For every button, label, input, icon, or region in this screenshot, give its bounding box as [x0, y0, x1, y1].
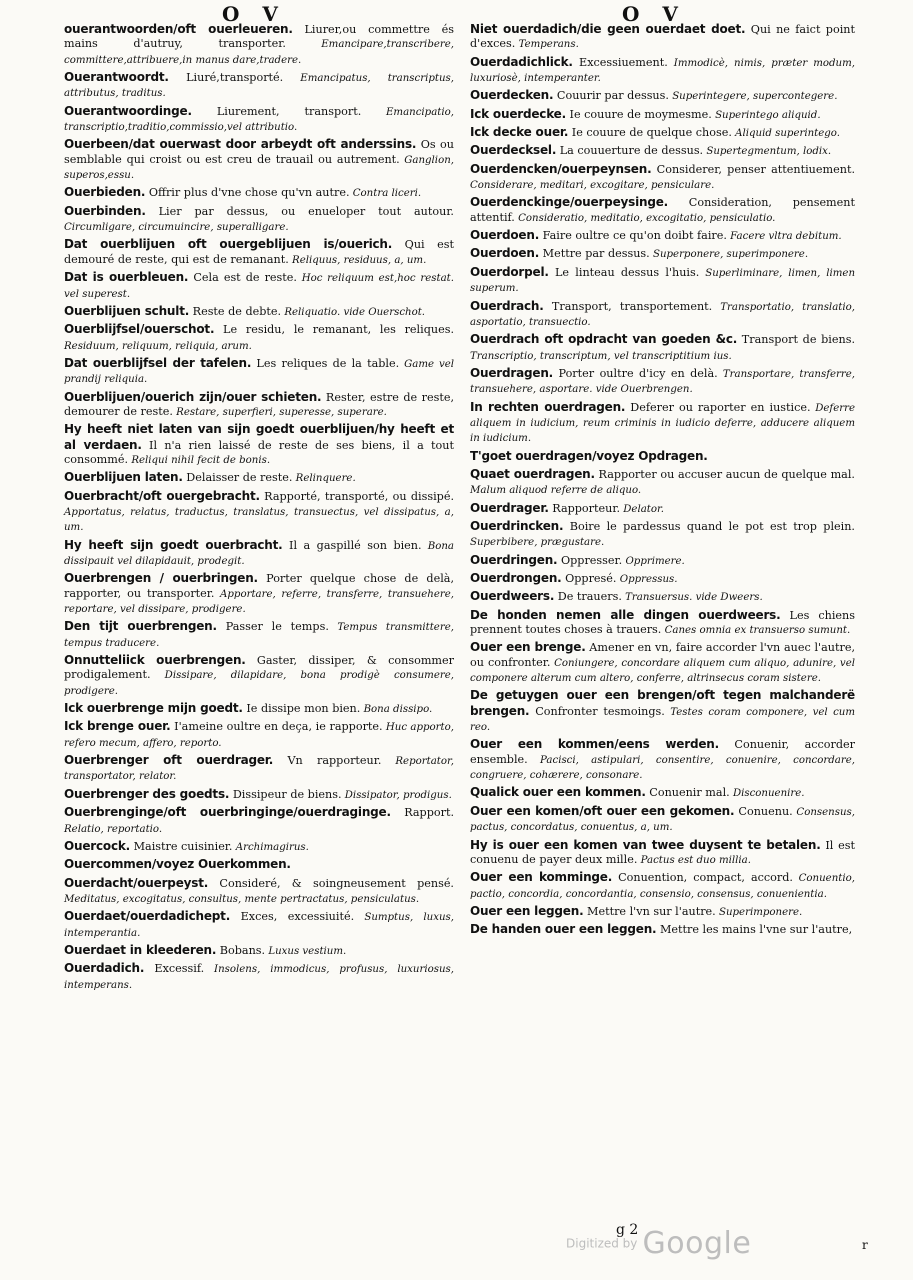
dictionary-entry: [470, 571, 855, 587]
entry-french: Excessif.: [144, 962, 205, 976]
entry-french: Il est conuenu de payer deux mille.: [470, 838, 855, 866]
entry-latin: Supertegmentum, lodix.: [703, 146, 832, 158]
entry-french: Excessiuement.: [572, 55, 668, 69]
dictionary-entry: [64, 787, 454, 803]
dictionary-entry: [64, 961, 454, 993]
entry-french: Transport de biens.: [737, 333, 855, 347]
dictionary-entry: [64, 270, 454, 302]
dictionary-entry: [470, 55, 855, 87]
entry-french: Rapport.: [390, 806, 454, 820]
entry-french: Mettre l'vn sur l'autre.: [583, 904, 716, 918]
entry-headword: Ouerdweers.: [470, 589, 555, 604]
dictionary-entry: [470, 88, 855, 104]
entry-french: Exces, excessiuité.: [230, 910, 355, 924]
entry-headword: Hy is ouer een komen van twee duysent te betalen.: [470, 837, 821, 852]
dictionary-entry: [64, 571, 454, 617]
entry-latin: Consideratio, meditatio, excogitatio, pensiculatio.: [514, 212, 776, 224]
entry-latin: Temperans.: [515, 39, 579, 51]
entry-latin: Meditatus, excogitatus, consultus, mente pertractatus, pensiculatus.: [64, 893, 420, 905]
entry-french: Il a gaspillé son bien.: [282, 538, 422, 552]
dictionary-entry: [64, 943, 454, 959]
entry-french: Liurement, transport.: [191, 104, 362, 118]
entry-headword: Ouerantwoordinge.: [64, 103, 192, 118]
entry-latin: Archimagirus.: [232, 841, 309, 853]
entry-french: Couurir par dessus.: [553, 89, 669, 103]
entry-latin: Bona dissipauit vel dilapidauit, prodegit.: [64, 540, 455, 567]
dictionary-entry: [64, 701, 454, 717]
entry-french: De trauers.: [554, 590, 622, 604]
entry-headword: Ouer een leggen.: [470, 903, 584, 918]
dictionary-entry: [470, 299, 855, 331]
entry-latin: Emancipatus, transcriptus, attributus, traditus.: [64, 73, 454, 100]
entry-headword: Qualick ouer een kommen.: [470, 785, 646, 800]
entry-headword: Ouer een kommen/eens werden.: [470, 737, 719, 752]
entry-french: Liuré,transporté.: [168, 71, 284, 85]
dictionary-entry: [64, 470, 454, 486]
signature-mark: g 2: [616, 1222, 639, 1238]
entry-headword: Ick ouerbrenge mijn goedt.: [64, 701, 243, 716]
dictionary-entry: [64, 390, 454, 421]
entry-headword: Ouerdencken/ouerpeynsen.: [470, 161, 652, 176]
entry-french: I'ameine oultre en deça, ie rapporte.: [170, 720, 383, 734]
entry-headword: Dat ouerblijuen oft ouergeblijuen is/ouerich.: [64, 237, 393, 252]
dictionary-entry: [470, 519, 855, 551]
entry-latin: Apportatus, relatus, traductus, translatus, transuectus, vel dissipatus, a, um.: [64, 506, 454, 534]
entry-french: Oppresser.: [557, 553, 623, 567]
entry-headword: Ouer een komminge.: [470, 870, 613, 885]
entry-latin: Delator.: [620, 503, 664, 515]
dictionary-entry: [470, 785, 855, 801]
dictionary-entry: [470, 688, 855, 735]
entry-headword: Ouerblijuen laten.: [64, 470, 183, 485]
dictionary-entry: [64, 304, 454, 320]
entry-french: Os ou semblable qui croist ou est creu de trauail ou autrement.: [64, 138, 454, 166]
entry-french: Consideré, & soingneusement pensé.: [208, 876, 454, 890]
entry-french: Ie dissipe mon bien.: [242, 702, 361, 716]
entry-french: Conuenir, accorder ensemble.: [470, 738, 855, 766]
dictionary-entry: [64, 70, 454, 102]
entry-headword: Ouerbinden.: [64, 203, 146, 218]
dictionary-entry: [470, 640, 855, 686]
dictionary-entry: [64, 753, 454, 785]
dictionary-entry: [470, 737, 855, 783]
entry-latin: Circumligare, circumuincire, superalligare.: [64, 222, 289, 234]
entry-latin: Conuentio, pactio, concordia, concordantia, consensio, consensus, conuenientia.: [470, 873, 855, 900]
entry-latin: Transportatio, translatio, asportatio, transuectio.: [470, 301, 855, 328]
entry-french: Dissipeur de biens.: [229, 787, 342, 801]
entry-headword: Ouerdaet/ouerdadichept.: [64, 909, 231, 924]
entry-french: Ie couure de quelque chose.: [568, 126, 732, 140]
entry-headword: Ouerdoen.: [470, 228, 540, 243]
entry-french: La couuerture de dessus.: [556, 144, 704, 158]
entry-headword: Ouerdringen.: [470, 552, 558, 567]
dictionary-entry: [64, 137, 454, 183]
entry-french: Transport, transportement.: [543, 299, 713, 313]
watermark-prefix: Digitized by: [566, 1236, 638, 1251]
entry-latin: Transportare, transferre, transuehere, asportare. vide Ouerbrengen.: [470, 368, 855, 396]
entry-latin: Game vel prandij reliquia.: [64, 358, 454, 386]
entry-latin: Opprimere.: [622, 555, 685, 567]
dictionary-entry: [64, 857, 454, 873]
entry-headword: De handen ouer een leggen.: [470, 922, 657, 937]
entry-latin: Oppressus.: [616, 574, 678, 585]
entry-french: Le linteau dessus l'huis.: [548, 265, 700, 279]
dictionary-entry: [64, 619, 454, 651]
entry-headword: Ouerdaet in kleederen.: [64, 942, 217, 957]
entry-headword: Ouer een brenge.: [470, 640, 586, 655]
entry-latin: Superponere, superimponere.: [649, 249, 809, 261]
entry-french: Maistre cuisinier.: [130, 839, 233, 853]
entry-headword: Ouerdenckinge/ouerpeysinge.: [470, 195, 669, 210]
entry-french: Confronter tesmoings.: [529, 704, 665, 718]
entry-latin: Transcriptio, transcriptum, vel transcriptitium ius.: [470, 350, 732, 362]
dictionary-entry: [470, 143, 855, 159]
dictionary-entry: [470, 162, 855, 194]
entry-latin: Hoc reliquum est,hoc restat. vel superest.: [64, 273, 454, 300]
running-header-left: O V: [222, 2, 286, 26]
entry-french: Amener en vn, faire accorder l'vn auec l'autre, ou confronter.: [470, 641, 855, 669]
entry-french: Conuention, compact, accord.: [612, 871, 793, 885]
entry-headword: Ouerdoen.: [470, 246, 540, 261]
entry-headword: Ouerdadich.: [64, 961, 145, 976]
entry-headword: Ick decke ouer.: [470, 125, 569, 140]
dictionary-entry: [470, 870, 855, 902]
dictionary-entry: [470, 922, 855, 938]
entry-headword: Ouerdrongen.: [470, 571, 562, 585]
entry-latin: Contra liceri.: [349, 188, 422, 200]
entry-latin: Superintegere, supercontegere.: [668, 91, 838, 103]
entry-headword: Hy heeft sijn goedt ouerbracht.: [64, 537, 283, 552]
dictionary-entry: [470, 22, 855, 53]
entry-french: Les chiens prennent toutes choses à trauers.: [470, 608, 855, 637]
entry-headword: Dat is ouerbleuen.: [64, 270, 189, 285]
entry-latin: Reliquatio. vide Ouerschot.: [281, 306, 426, 318]
entry-headword: Ouerdragen.: [470, 365, 554, 380]
left-column: [64, 22, 454, 995]
entry-headword: Ouerdecken.: [470, 88, 554, 103]
dictionary-entry: [64, 322, 454, 354]
entry-headword: Ouerdacht/ouerpeyst.: [64, 875, 209, 890]
dictionary-entry: [64, 185, 454, 201]
dictionary-entry: [470, 838, 855, 869]
running-header-right: O V: [622, 2, 686, 26]
entry-latin: Aliquid superintego.: [731, 128, 840, 140]
dictionary-entry: [470, 107, 855, 123]
dictionary-entry: [64, 876, 454, 908]
entry-latin: Considerare, meditari, excogitare, pensiculare.: [470, 180, 715, 192]
entry-headword: Ouercommen/voyez Ouerkommen.: [64, 857, 291, 872]
entry-headword: T'goet ouerdragen/voyez Opdragen.: [470, 448, 708, 463]
entry-french: Mettre par dessus.: [539, 247, 650, 261]
entry-french: Rapporteur.: [548, 501, 621, 515]
entry-french: Il n'a rien laissé de reste de ses biens, il a tout consommé.: [64, 438, 454, 466]
entry-headword: Ouerbieden.: [64, 185, 146, 200]
entry-latin: Canes omnia ex transuerso sumunt.: [661, 625, 851, 637]
dictionary-entry: [64, 719, 454, 751]
entry-headword: Onnutteliick ouerbrengen.: [64, 653, 246, 668]
dictionary-entry: [64, 839, 454, 855]
entry-latin: Pactus est duo millia.: [637, 854, 751, 866]
dictionary-entry: [64, 104, 454, 136]
entry-french: Rester, estre de reste, demourer de reste.: [64, 390, 455, 418]
entry-latin: Facere vltra debitum.: [726, 231, 842, 243]
entry-headword: Ick brenge ouer.: [64, 719, 171, 734]
entry-headword: Ouerblijuen schult.: [64, 303, 190, 318]
dictionary-entry: [470, 589, 855, 605]
entry-headword: Hy heeft niet laten van sijn goedt ouerblijuen/hy heeft et al verdaen.: [64, 422, 454, 452]
entry-latin: Emancipatio, transcriptio,traditio,commissio,vel attributio.: [64, 106, 454, 134]
entry-french: Les reliques de la table.: [251, 356, 400, 370]
entry-headword: Ouerantwoordt.: [64, 70, 169, 85]
entry-latin: Tempus transmittere, tempus traducere.: [64, 622, 454, 649]
dictionary-entry: [470, 400, 855, 447]
entry-latin: Luxus vestium.: [265, 945, 347, 957]
entry-headword: Ouerbracht/oft ouergebracht.: [64, 488, 260, 503]
dictionary-entry: [64, 237, 454, 268]
entry-headword: De getuygen ouer een brengen/oft tegen malchanderë brengen.: [470, 688, 855, 718]
entry-headword: Niet ouerdadich/die geen ouerdaet doet.: [470, 22, 746, 36]
entry-latin: Insolens, immodicus, profusus, luxuriosus, intemperans.: [64, 964, 454, 991]
entry-headword: Ouerblijuen/ouerich zijn/ouer schieten.: [64, 389, 322, 404]
dictionary-entry: [64, 422, 454, 468]
entry-french: Passer le temps.: [216, 620, 329, 634]
dictionary-entry: [64, 805, 454, 837]
entry-latin: Superintego aliquid.: [711, 109, 821, 121]
entry-headword: Ouerbrengen / ouerbringen.: [64, 571, 258, 586]
google-watermark: [566, 1226, 751, 1261]
entry-french: Consideration, pensement attentif.: [470, 196, 855, 224]
entry-latin: Bona dissipo.: [360, 704, 433, 716]
entry-french: Bobans.: [216, 943, 266, 957]
entry-latin: Coniungere, concordare aliquem cum aliquo, adunire, vel componere alterum cum altero, conferre, altrinsecus coram sistere.: [470, 657, 855, 685]
entry-headword: Ouerbrenginge/oft ouerbringinge/ouerdraginge.: [64, 805, 391, 820]
dictionary-entry: [470, 467, 855, 499]
entry-latin: Ganglion, superos,essu.: [64, 154, 454, 182]
dictionary-entry: [470, 366, 855, 398]
entry-french: Boire le pardessus quand le pot est trop plein.: [563, 519, 855, 533]
entry-french: Qui ne faict point d'exces.: [470, 23, 855, 51]
entry-french: Considerer, penser attentiuement.: [651, 162, 855, 176]
dictionary-entry: [470, 804, 855, 836]
entry-latin: Superliminare, limen, limen superum.: [470, 267, 856, 295]
entry-latin: Malum aliquod referre de aliquo.: [470, 485, 642, 497]
entry-french: Faire oultre ce qu'on doibt faire.: [539, 229, 727, 243]
entry-french: Porter quelque chose de delà, rapporter, ou transporter.: [64, 572, 454, 600]
entry-headword: Ouerdrach.: [470, 298, 544, 313]
entry-latin: Consensus, pactus, concordatus, conuentus, a, um.: [470, 806, 855, 834]
entry-latin: Disconuenire.: [729, 788, 805, 800]
dictionary-entry: [470, 125, 855, 141]
dictionary-entry: [64, 489, 454, 536]
entry-headword: Ouerdorpel.: [470, 264, 549, 279]
entry-latin: Superbibere, prægustare.: [470, 537, 605, 549]
entry-french: Deferer ou raporter en iustice.: [625, 400, 811, 414]
entry-headword: ouerantwoorden/oft ouerleueren.: [64, 22, 293, 36]
entry-headword: Ouerblijfsel/ouerschot.: [64, 322, 215, 337]
entry-headword: De honden nemen alle dingen ouerdweers.: [470, 607, 781, 622]
entry-latin: Reliqui nihil fecit de bonis.: [128, 454, 271, 466]
entry-french: Lier par dessus, ou enueloper tout autour.: [145, 204, 454, 218]
dictionary-entry: [470, 904, 855, 920]
entry-latin: Immodicè, nimis, præter modum, luxuriosè, intemperanter.: [470, 57, 855, 85]
entry-french: Reste de debte.: [189, 304, 282, 318]
entry-headword: Den tijt ouerbrengen.: [64, 619, 217, 634]
entry-french: Conuenir mal.: [645, 786, 730, 800]
entry-latin: Relinquere.: [292, 473, 356, 485]
dictionary-entry: [470, 608, 855, 639]
right-column: [470, 22, 855, 941]
entry-latin: Testes coram componere, vel cum reo.: [470, 706, 855, 734]
dictionary-entry: [470, 501, 855, 517]
entry-latin: Emancipare,transcribere, committere,attribuere,in manus dare,tradere.: [64, 39, 455, 66]
entry-french: Le residu, le remanant, les reliques.: [214, 323, 454, 337]
entry-french: Conuenu.: [734, 804, 793, 818]
entry-headword: Ouerdrach oft opdracht van goeden &c.: [470, 332, 738, 347]
entry-french: Rapporté, transporté, ou dissipé.: [259, 489, 454, 503]
entry-latin: Dissipare, dilapidare, bona prodigè consumere, prodigere.: [64, 670, 454, 697]
entry-french: Vn rapporteur.: [273, 754, 382, 768]
entry-headword: Ouerdrager.: [470, 500, 549, 515]
dictionary-entry: [64, 653, 454, 699]
entry-latin: Deferre aliquem in iudicium, reum criminis in iudicio deferre, adducere aliquem in iudicium.: [470, 402, 855, 445]
dictionary-entry: [64, 356, 454, 388]
watermark-logo: Google: [642, 1226, 752, 1261]
entry-latin: Restare, superfieri, superesse, superare.: [172, 406, 387, 418]
entry-headword: In rechten ouerdragen.: [470, 399, 626, 414]
entry-french: Porter oultre d'icy en delà.: [553, 366, 718, 380]
entry-headword: Ouerbrenger des goedts.: [64, 786, 230, 801]
dictionary-entry: [64, 538, 454, 570]
entry-headword: Ouercock.: [64, 838, 131, 853]
entry-headword: Ick ouerdecke.: [470, 106, 566, 121]
entry-latin: Apportare, referre, transferre, transuehere, reportare, vel dissipare, prodigere.: [64, 588, 454, 616]
entry-headword: Ouer een komen/oft ouer een gekomen.: [470, 803, 735, 818]
entry-french: Oppresé.: [561, 572, 617, 585]
entry-french: Cela est de reste.: [188, 271, 297, 285]
entry-latin: Reliquus, residuus, a, um.: [288, 254, 427, 266]
entry-french: Delaisser de reste.: [182, 471, 293, 485]
dictionary-entry: [470, 553, 855, 569]
entry-headword: Ouerbeen/dat ouerwast door arbeydt oft anderssins.: [64, 137, 417, 152]
entry-latin: Pacisci, astipulari, consentire, conuenire, concordare, congruere, cohærere, consonare.: [470, 754, 855, 782]
entry-latin: Dissipator, prodigus.: [341, 789, 452, 801]
entry-latin: Sumptus, luxus, intemperantia.: [64, 912, 454, 939]
entry-headword: Quaet ouerdragen.: [470, 466, 595, 481]
corner-mark: r: [862, 1238, 868, 1252]
dictionary-entry: [64, 909, 454, 941]
dictionary-entry: [470, 449, 855, 465]
entry-latin: Huc apporto, refero mecum, affero, reporto.: [64, 722, 454, 749]
dictionary-entry: [470, 332, 855, 364]
entry-french: Rapporter ou accuser aucun de quelque mal.: [594, 467, 855, 481]
entry-headword: Dat ouerblijfsel der tafelen.: [64, 355, 252, 370]
entry-headword: Ouerdadichlick.: [470, 54, 573, 69]
dictionary-entry: [64, 22, 454, 68]
entry-headword: Ouerbrenger oft ouerdrager.: [64, 753, 274, 768]
entry-french: Liurer,ou commettre és mains d'autruy, transporter.: [64, 23, 455, 51]
entry-headword: Ouerdecksel.: [470, 143, 557, 158]
dictionary-entry: [470, 265, 855, 297]
entry-french: Gaster, dissiper, & consommer prodigalement.: [64, 654, 455, 682]
entry-headword: Ouerdrincken.: [470, 518, 564, 533]
entry-latin: Residuum, reliquum, reliquia, arum.: [64, 340, 252, 352]
dictionary-entry: [64, 204, 454, 236]
entry-french: Qui est demouré de reste, qui est de remanant.: [64, 238, 454, 266]
entry-french: Ie couure de moymesme.: [565, 107, 712, 121]
entry-latin: Superimponere.: [715, 906, 803, 918]
entry-french: Mettre les mains l'vne sur l'autre,: [656, 923, 853, 937]
dictionary-entry: [470, 228, 855, 244]
entry-french: Offrir plus d'vne chose qu'vn autre.: [145, 186, 350, 200]
entry-latin: Transuersus. vide Dweers.: [621, 592, 763, 604]
dictionary-entry: [470, 195, 855, 226]
dictionary-entry: [470, 246, 855, 262]
entry-latin: Reportator, transportator, relator.: [64, 756, 454, 783]
entry-latin: Relatio, reportatio.: [64, 823, 163, 835]
